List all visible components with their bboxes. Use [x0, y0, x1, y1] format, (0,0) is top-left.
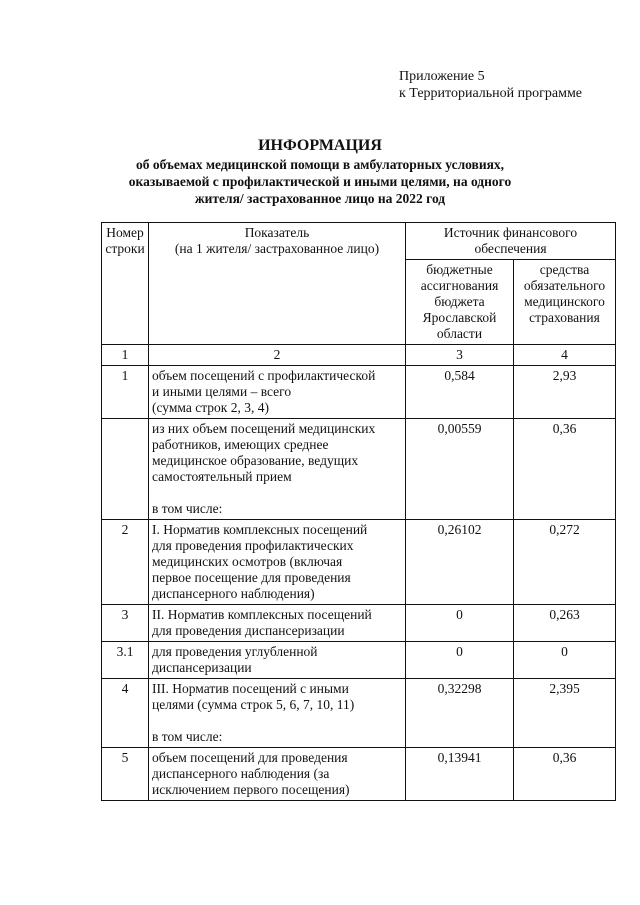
row-number: 1	[102, 366, 149, 419]
header-text: ассигнования	[420, 278, 499, 293]
column-number: 3	[406, 345, 514, 366]
row-indicator	[149, 366, 406, 419]
row-number: 3.1	[102, 642, 149, 679]
indicator-line: для проведения углубленной	[152, 644, 318, 659]
indicator-line: I. Норматив комплексных посещений	[152, 522, 368, 537]
table-row	[102, 605, 616, 642]
row-number	[102, 419, 149, 520]
header-row-1	[102, 223, 616, 260]
indicator-line: диспансерного наблюдения (за	[152, 766, 330, 781]
table-row	[102, 748, 616, 801]
header-text: строки	[105, 241, 145, 256]
column-number-row	[102, 345, 616, 366]
header-oms	[514, 260, 616, 345]
header-text: бюджета	[434, 294, 485, 309]
header-text: Источник финансового	[443, 225, 578, 240]
budget-value: 0,13941	[406, 748, 514, 801]
header-text: (на 1 жителя/ застрахованное лицо)	[174, 241, 380, 256]
budget-value: 0,26102	[406, 520, 514, 605]
indicator-line: диспансеризации	[152, 660, 252, 675]
including-note: в том числе:	[152, 729, 223, 744]
row-indicator	[149, 679, 406, 748]
oms-value: 0,263	[514, 605, 616, 642]
appendix-line-1: Приложение 5	[399, 69, 485, 84]
subtitle-line-1: об объемах медицинской помощи в амбулаторных условиях,	[135, 157, 505, 172]
budget-value: 0	[406, 605, 514, 642]
table-row	[102, 642, 616, 679]
row-number: 4	[102, 679, 149, 748]
indicator-line: (сумма строк 2, 3, 4)	[152, 400, 269, 415]
header-text: обеспечения	[474, 241, 547, 256]
oms-value: 0,272	[514, 520, 616, 605]
title-block	[0, 136, 640, 207]
column-number: 1	[102, 345, 149, 366]
oms-value: 2,395	[514, 679, 616, 748]
including-note: в том числе:	[152, 501, 223, 516]
header-text: Номер	[106, 225, 144, 240]
row-indicator	[149, 605, 406, 642]
indicator-line: объем посещений с профилактической	[152, 368, 376, 383]
header-text: области	[436, 326, 483, 341]
row-number: 2	[102, 520, 149, 605]
document-title: ИНФОРМАЦИЯ	[258, 137, 382, 154]
indicator-line: диспансерного наблюдения)	[152, 586, 315, 601]
table-row	[102, 366, 616, 419]
visits-table	[101, 222, 616, 801]
indicator-line: и иными целями – всего	[152, 384, 292, 399]
subtitle-line-3: жителя/ застрахованное лицо на 2022 год	[194, 191, 446, 206]
column-number: 2	[149, 345, 406, 366]
row-number: 5	[102, 748, 149, 801]
indicator-line: объем посещений для проведения	[152, 750, 348, 765]
header-funding-source	[406, 223, 616, 260]
table-row	[102, 419, 616, 520]
oms-value: 0	[514, 642, 616, 679]
indicator-line: из них объем посещений медицинских	[152, 421, 376, 436]
budget-value: 0,00559	[406, 419, 514, 520]
header-row-number	[102, 223, 149, 345]
header-text: бюджетные	[426, 262, 493, 277]
indicator-line: II. Норматив комплексных посещений	[152, 607, 372, 622]
indicator-line: для проведения диспансеризации	[152, 623, 345, 638]
header-text: страхования	[529, 310, 600, 325]
oms-value: 2,93	[514, 366, 616, 419]
header-budget	[406, 260, 514, 345]
table-row	[102, 679, 616, 748]
header-text: медицинского	[524, 294, 605, 309]
row-indicator	[149, 748, 406, 801]
oms-value: 0,36	[514, 419, 616, 520]
spacer	[152, 485, 402, 501]
header-indicator	[149, 223, 406, 345]
indicator-line: самостоятельный прием	[152, 469, 292, 484]
oms-value: 0,36	[514, 748, 616, 801]
header-text: Показатель	[244, 225, 310, 240]
appendix-label	[399, 68, 582, 102]
budget-value: 0	[406, 642, 514, 679]
budget-value: 0,32298	[406, 679, 514, 748]
header-text: Ярославской	[422, 310, 497, 325]
subtitle-line-2: оказываемой с профилактической и иными целями, на одного	[128, 174, 512, 189]
budget-value: 0,584	[406, 366, 514, 419]
indicator-line: медицинских осмотров (включая	[152, 554, 343, 569]
indicator-line: первое посещение для проведения	[152, 570, 351, 585]
spacer	[152, 713, 402, 729]
indicator-line: работников, имеющих среднее	[152, 437, 329, 452]
header-text: средства	[539, 262, 590, 277]
indicator-line: для проведения профилактических	[152, 538, 354, 553]
indicator-line: исключением первого посещения)	[152, 782, 350, 797]
row-indicator	[149, 419, 406, 520]
indicator-line: III. Норматив посещений с иными	[152, 681, 349, 696]
row-indicator	[149, 520, 406, 605]
indicator-line: медицинское образование, ведущих	[152, 453, 359, 468]
row-indicator	[149, 642, 406, 679]
appendix-line-2: к Территориальной программе	[399, 86, 583, 101]
table-row	[102, 520, 616, 605]
row-number: 3	[102, 605, 149, 642]
header-text: обязательного	[523, 278, 606, 293]
indicator-line: целями (сумма строк 5, 6, 7, 10, 11)	[152, 697, 355, 712]
column-number: 4	[514, 345, 616, 366]
